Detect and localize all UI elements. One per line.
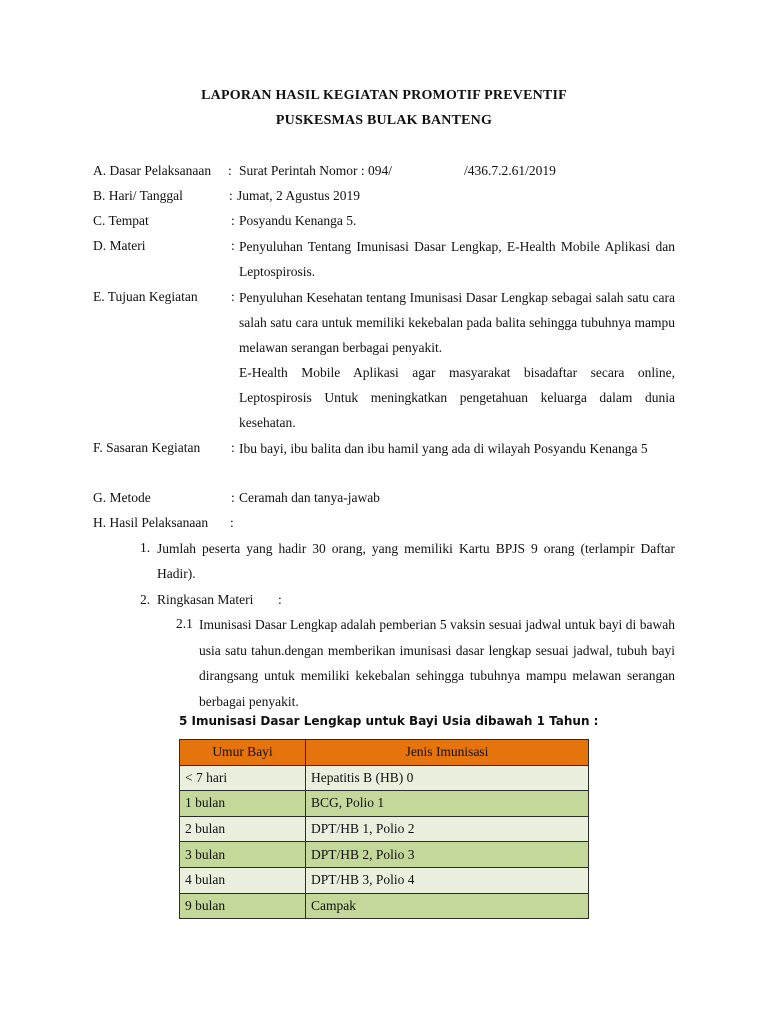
cell-age: 9 bulan [180,893,306,919]
cell-vaccine: DPT/HB 1, Polio 2 [306,816,589,842]
section-g-colon: : [231,490,235,505]
section-c-value: Posyandu Kenanga 5. [239,213,357,228]
section-b [93,188,675,213]
section-g [93,490,675,515]
header-jenis-imunisasi: Jenis Imunisasi [306,740,589,766]
result-item-1-text: Jumlah peserta yang hadir 30 orang, yang memiliki Kartu BPJS 9 orang (terlampir Daftar Hadir). [157,541,675,581]
header-umur-bayi: Umur Bayi [180,740,306,766]
summary-2-1-text: Imunisasi Dasar Lengkap adalah pemberian 5 vaksin sesuai jadwal untuk bayi di bawah usia satu tahun.dengan memberikan imunisasi dasar lengkap sesuai jadwal, tubuh bayi dirangsang untuk memiliki kekebalan sehingga tubuhnya mampu melawan serangan berbagai penyakit. [199,617,675,709]
section-f-value: Ibu bayi, ibu balita dan ibu hamil yang ada di wilayah Posyandu Kenanga 5 [239,441,648,456]
immunization-table [179,739,589,919]
section-d-value: Penyuluhan Tentang Imunisasi Dasar Lengkap, E-Health Mobile Aplikasi dan Leptospirosis. [239,239,675,279]
section-d [93,238,675,288]
table-row [180,867,589,893]
section-b-value: Jumat, 2 Agustus 2019 [237,188,361,203]
cell-age: 4 bulan [180,867,306,893]
section-e [93,289,675,439]
result-item-1-number: 1. [140,540,151,555]
section-a-label: A. Dasar Pelaksanaan [93,163,212,178]
table-row [180,816,589,842]
table-row [180,842,589,868]
section-c-label: C. Tempat [93,213,149,228]
report-subtitle: PUSKESMAS BULAK BANTENG [275,113,493,128]
table-header-row [180,740,589,766]
table-row [180,893,589,919]
table-row [180,765,589,791]
cell-vaccine: Hepatitis B (HB) 0 [306,765,589,791]
section-a-value-number: /436.7.2.61/2019 [464,163,556,178]
section-a-colon: : [228,163,232,178]
section-e-label: E. Tujuan Kegiatan [93,289,198,304]
section-b-label: B. Hari/ Tanggal [93,188,183,203]
section-d-colon: : [231,238,235,253]
section-a [93,163,675,188]
cell-age: 2 bulan [180,816,306,842]
section-g-value: Ceramah dan tanya-jawab [239,490,380,505]
section-h-label: H. Hasil Pelaksanaan [93,515,209,530]
report-title: LAPORAN HASIL KEGIATAN PROMOTIF PREVENTIF [201,88,567,103]
section-a-value: Surat Perintah Nomor : 094/ [239,163,392,178]
cell-age: < 7 hari [180,765,306,791]
section-e-paragraph-2: E-Health Mobile Aplikasi agar masyarakat bisadaftar secara online, Leptospirosis Untuk meningkatkan pengetahuan keluarga dalam dunia kesehatan. [239,365,675,430]
section-f [93,440,675,490]
result-item-2-colon: : [278,592,282,607]
section-d-label: D. Materi [93,238,146,253]
section-h-colon: : [230,515,234,530]
summary-2-1-number: 2.1 [176,616,193,631]
section-e-colon: : [231,289,235,304]
cell-vaccine: DPT/HB 2, Polio 3 [306,842,589,868]
result-item-2-number: 2. [140,592,151,607]
result-item-2-text: Ringkasan Materi [157,592,254,607]
cell-vaccine: BCG, Polio 1 [306,791,589,817]
section-g-label: G. Metode [93,490,151,505]
section-f-colon: : [231,440,235,455]
cell-vaccine: Campak [306,893,589,919]
cell-vaccine: DPT/HB 3, Polio 4 [306,867,589,893]
section-c-colon: : [231,213,235,228]
table-row [180,791,589,817]
cell-age: 1 bulan [180,791,306,817]
section-b-colon: : [229,188,233,203]
cell-age: 3 bulan [180,842,306,868]
section-e-paragraph-1: Penyuluhan Kesehatan tentang Imunisasi Dasar Lengkap sebagai salah satu cara salah satu cara untuk memiliki kekebalan pada balita sehingga tubuhnya mampu melawan serangan berbagai penyakit. [239,290,675,355]
table-caption: 5 Imunisasi Dasar Lengkap untuk Bayi Usia dibawah 1 Tahun : [179,714,599,728]
section-f-label: F. Sasaran Kegiatan [93,440,201,455]
